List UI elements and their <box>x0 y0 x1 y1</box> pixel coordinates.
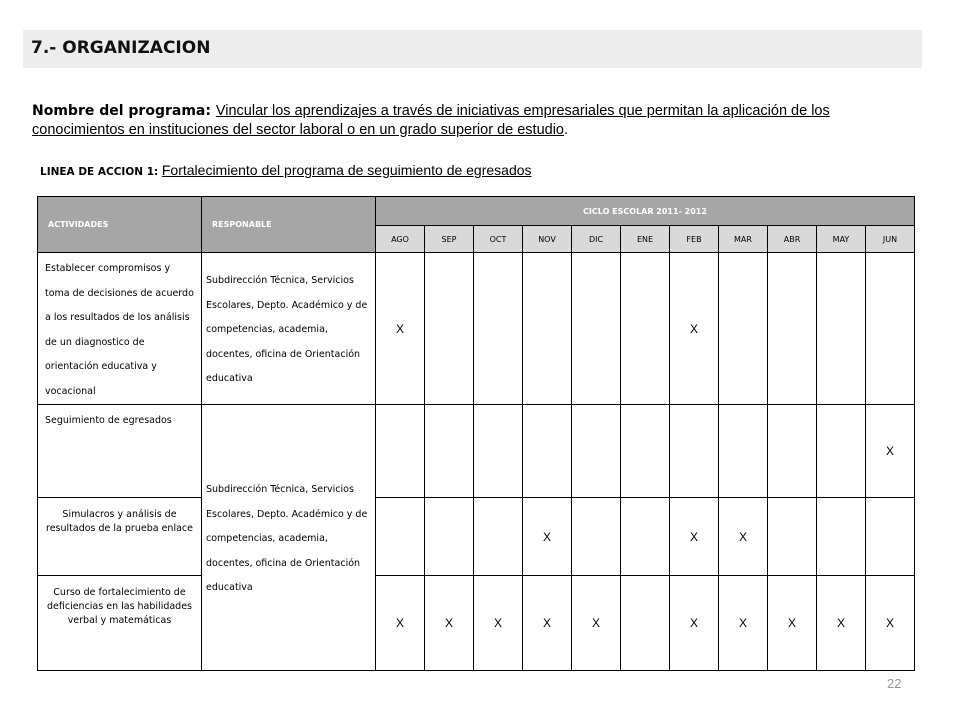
month-mark: X <box>817 576 866 671</box>
month-mark: X <box>719 576 768 671</box>
header-ciclo: CICLO ESCOLAR 2011- 2012 <box>376 197 915 226</box>
month-mark <box>817 405 866 498</box>
month-header: MAY <box>817 226 866 253</box>
month-mark <box>474 405 523 498</box>
program-text: Vincular los aprendizajes a través de iniciativas empresariales que permitan la aplicación de los conocimientos en instituciones del sector laboral o en un grado superior de estudio <box>32 103 830 138</box>
program-colon: : <box>205 103 216 119</box>
month-mark: X <box>670 576 719 671</box>
month-mark <box>817 498 866 576</box>
table-row <box>38 405 915 498</box>
section-title-bar <box>23 30 922 68</box>
month-header: JUN <box>866 226 915 253</box>
month-mark <box>621 498 670 576</box>
table-row <box>38 498 915 576</box>
month-header: FEB <box>670 226 719 253</box>
month-mark <box>474 498 523 576</box>
month-mark: X <box>425 576 474 671</box>
section-title: 7.- ORGANIZACION <box>31 38 211 58</box>
month-mark <box>866 253 915 405</box>
month-header: MAR <box>719 226 768 253</box>
responsible-cell: Subdirección Técnica, Servicios Escolares, Depto. Académico y de competencias, academia, docentes, oficina de Orientación educativa <box>202 405 376 671</box>
month-mark <box>621 576 670 671</box>
linea-text: Fortalecimiento del programa de seguimiento de egresados <box>161 162 532 178</box>
month-mark: X <box>670 498 719 576</box>
month-mark <box>866 498 915 576</box>
month-header: OCT <box>474 226 523 253</box>
program-end: . <box>564 122 569 138</box>
month-mark: X <box>866 576 915 671</box>
month-mark <box>474 253 523 405</box>
month-mark: X <box>768 576 817 671</box>
activity-cell: Curso de fortalecimiento de deficiencias en las habilidades verbal y matemáticas <box>38 576 202 671</box>
month-mark <box>572 405 621 498</box>
month-header: AGO <box>376 226 425 253</box>
month-mark: X <box>523 498 572 576</box>
month-mark <box>768 405 817 498</box>
month-mark: X <box>474 576 523 671</box>
organization-table <box>37 196 915 671</box>
month-header: NOV <box>523 226 572 253</box>
month-mark: X <box>523 576 572 671</box>
month-mark <box>376 498 425 576</box>
month-mark <box>621 253 670 405</box>
month-mark: X <box>866 405 915 498</box>
month-mark <box>376 405 425 498</box>
month-mark <box>523 405 572 498</box>
activity-cell: Seguimiento de egresados <box>38 405 202 498</box>
month-mark <box>425 253 474 405</box>
month-mark <box>572 253 621 405</box>
month-mark: X <box>572 576 621 671</box>
table-row <box>38 253 915 405</box>
month-mark: X <box>376 576 425 671</box>
month-mark <box>768 498 817 576</box>
month-mark <box>572 498 621 576</box>
month-header: DIC <box>572 226 621 253</box>
linea-accion <box>40 162 532 178</box>
month-mark <box>425 498 474 576</box>
month-header: ABR <box>768 226 817 253</box>
table-row <box>38 576 915 671</box>
month-mark: X <box>670 253 719 405</box>
month-mark <box>817 253 866 405</box>
month-mark <box>719 253 768 405</box>
page-number: 22 <box>887 676 902 691</box>
month-mark <box>523 253 572 405</box>
responsible-cell: Subdirección Técnica, Servicios Escolares, Depto. Académico y de competencias, academia, docentes, oficina de Orientación educativa <box>202 253 376 405</box>
activity-cell: Establecer compromisos y toma de decisiones de acuerdo a los resultados de los análisis de un diagnostico de orientación educativa y vocacional <box>38 253 202 405</box>
month-mark <box>719 405 768 498</box>
month-header: SEP <box>425 226 474 253</box>
month-mark <box>425 405 474 498</box>
month-mark: X <box>376 253 425 405</box>
header-responsable: RESPONABLE <box>202 197 376 253</box>
month-mark <box>670 405 719 498</box>
header-actividades: ACTIVIDADES <box>38 197 202 253</box>
activity-cell: Simulacros y análisis de resultados de la prueba enlace <box>38 498 202 576</box>
linea-colon: : <box>154 166 162 178</box>
program-paragraph <box>32 102 912 140</box>
linea-label: LINEA DE ACCION 1 <box>40 166 155 178</box>
month-mark: X <box>719 498 768 576</box>
month-mark <box>621 405 670 498</box>
month-header: ENE <box>621 226 670 253</box>
month-mark <box>768 253 817 405</box>
program-label: Nombre del programa <box>32 103 206 119</box>
